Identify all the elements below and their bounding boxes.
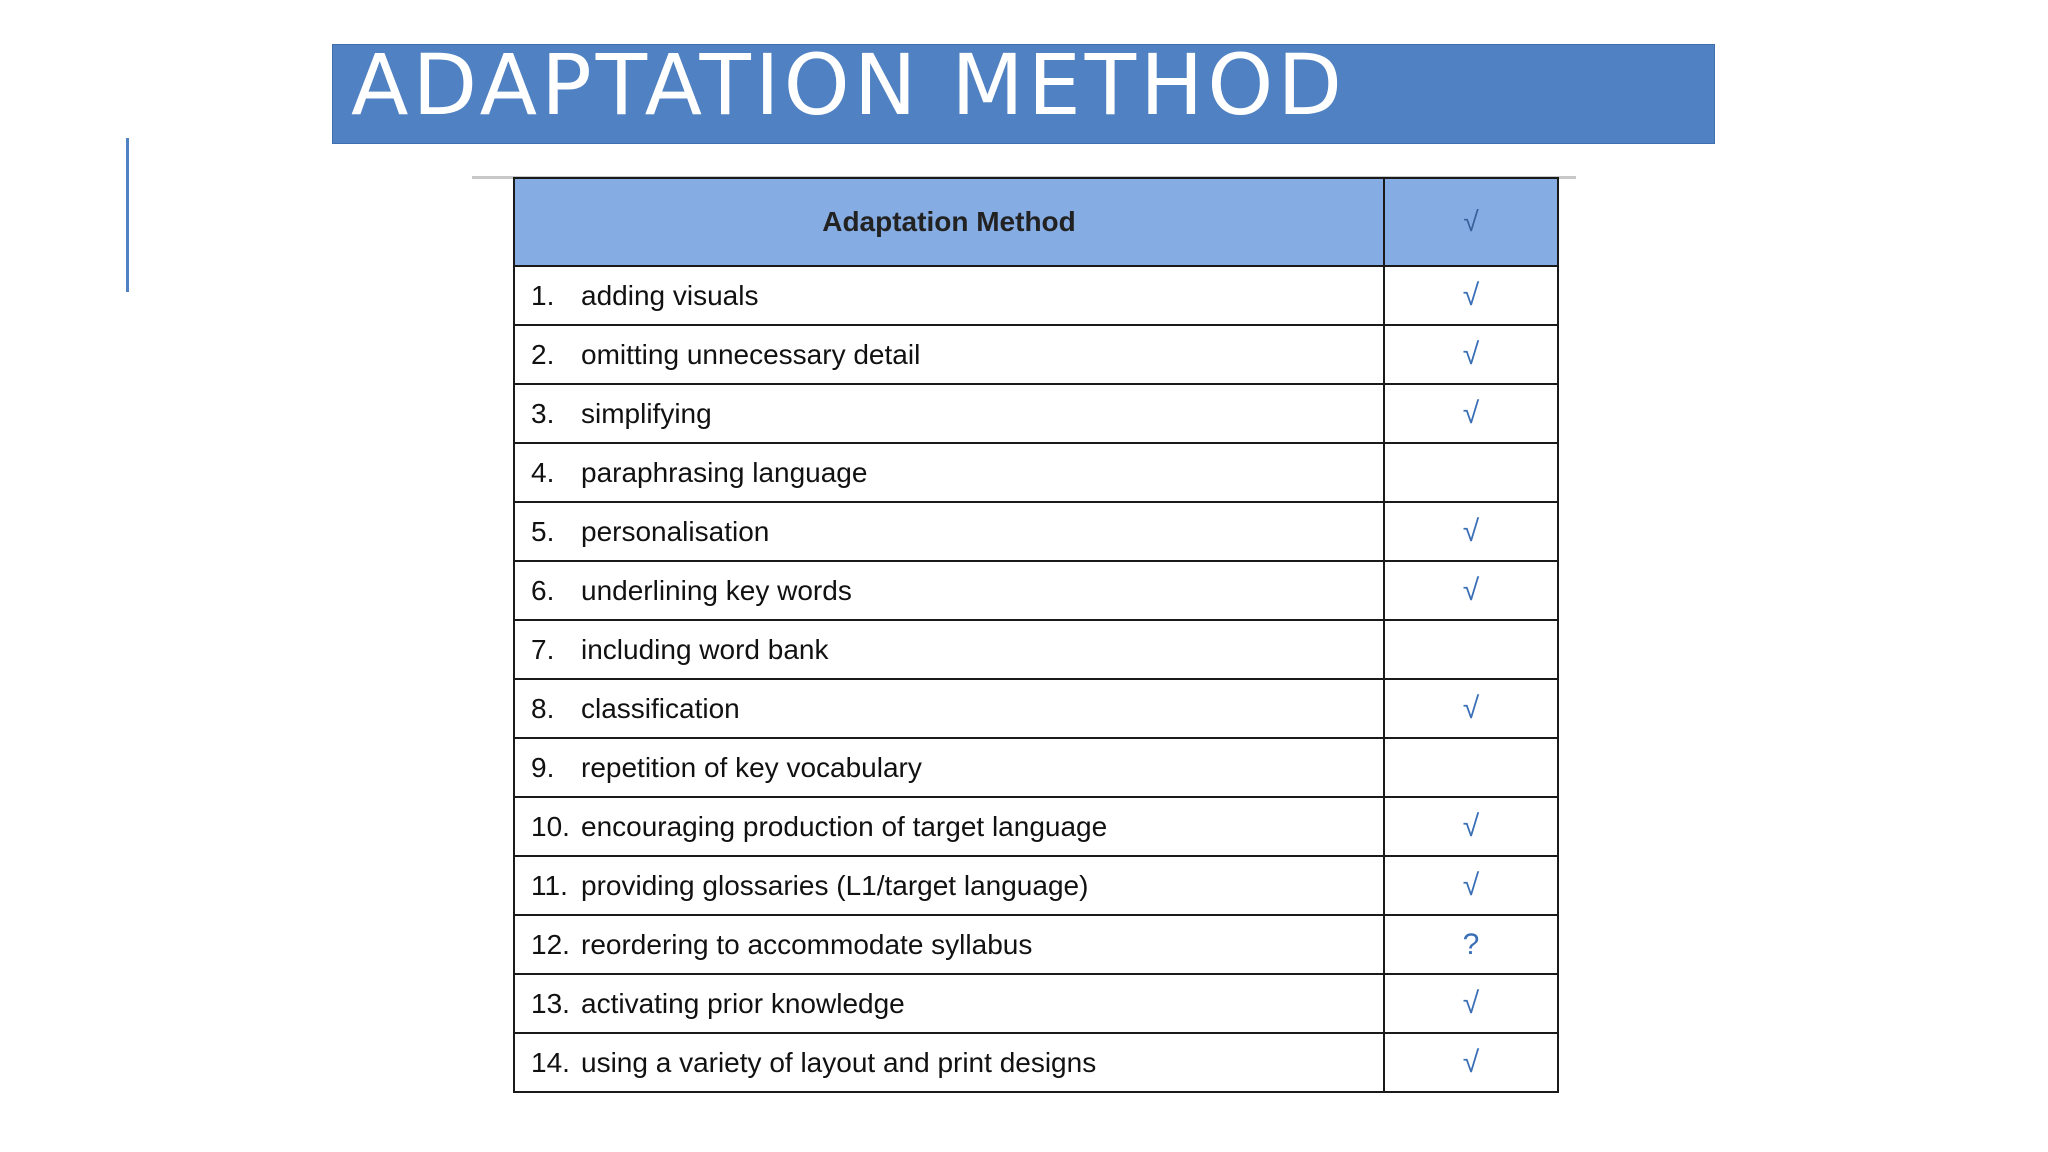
- table-row: [514, 266, 1558, 325]
- table-row: [514, 561, 1558, 620]
- check-cell: √: [1384, 502, 1558, 561]
- method-cell: [514, 502, 1384, 561]
- check-cell: √: [1384, 561, 1558, 620]
- table-row: [514, 384, 1558, 443]
- method-label: personalisation: [581, 515, 770, 547]
- method-cell: [514, 679, 1384, 738]
- method-cell: [514, 1033, 1384, 1092]
- method-label: adding visuals: [581, 279, 759, 311]
- table-row: [514, 915, 1558, 974]
- row-number: 9.: [531, 751, 555, 783]
- method-cell: [514, 856, 1384, 915]
- table-row: [514, 797, 1558, 856]
- row-number: 3.: [531, 397, 555, 429]
- row-number: 12.: [531, 928, 570, 960]
- check-cell: √: [1384, 974, 1558, 1033]
- table-row: [514, 738, 1558, 797]
- method-cell: [514, 620, 1384, 679]
- row-number: 14.: [531, 1046, 570, 1078]
- check-cell: √: [1384, 1033, 1558, 1092]
- table-row: [514, 974, 1558, 1033]
- table-row: [514, 325, 1558, 384]
- method-label: classification: [581, 692, 740, 724]
- check-cell: [1384, 620, 1558, 679]
- table-row: [514, 620, 1558, 679]
- slide-title-bar: [332, 36, 1715, 144]
- method-cell: [514, 738, 1384, 797]
- method-cell: [514, 974, 1384, 1033]
- row-number: 2.: [531, 338, 555, 370]
- table-row: [514, 856, 1558, 915]
- row-number: 8.: [531, 692, 555, 724]
- method-cell: [514, 266, 1384, 325]
- method-cell: [514, 384, 1384, 443]
- check-cell: √: [1384, 797, 1558, 856]
- check-cell: √: [1384, 679, 1558, 738]
- adaptation-method-table: [513, 177, 1559, 1093]
- method-cell: [514, 325, 1384, 384]
- table-row: [514, 1033, 1558, 1092]
- table-row: [514, 502, 1558, 561]
- row-number: 1.: [531, 279, 555, 311]
- row-number: 11.: [531, 869, 568, 901]
- check-cell: √: [1384, 266, 1558, 325]
- method-label: omitting unnecessary detail: [581, 338, 921, 370]
- method-cell: [514, 915, 1384, 974]
- check-cell: ?: [1384, 915, 1558, 974]
- check-cell: √: [1384, 325, 1558, 384]
- method-label: simplifying: [581, 397, 712, 429]
- row-number: 10.: [531, 810, 570, 842]
- method-label: reordering to accommodate syllabus: [581, 928, 1033, 960]
- check-cell: [1384, 738, 1558, 797]
- header-check: √: [1384, 178, 1558, 266]
- method-label: paraphrasing language: [581, 456, 868, 488]
- method-label: underlining key words: [581, 574, 852, 606]
- method-label: activating prior knowledge: [581, 987, 905, 1019]
- row-number: 13.: [531, 987, 570, 1019]
- check-cell: [1384, 443, 1558, 502]
- method-cell: [514, 443, 1384, 502]
- row-number: 4.: [531, 456, 555, 488]
- table-row: [514, 679, 1558, 738]
- method-cell: [514, 797, 1384, 856]
- accent-line: [126, 138, 129, 292]
- method-label: including word bank: [581, 633, 829, 665]
- method-label: providing glossaries (L1/target language): [581, 869, 1089, 901]
- row-number: 7.: [531, 633, 555, 665]
- header-method: Adaptation Method: [514, 178, 1384, 266]
- method-label: using a variety of layout and print designs: [581, 1046, 1097, 1078]
- slide-title: ADAPTATION METHOD: [351, 36, 1347, 134]
- row-number: 5.: [531, 515, 555, 547]
- check-cell: √: [1384, 384, 1558, 443]
- check-cell: √: [1384, 856, 1558, 915]
- table-row: [514, 443, 1558, 502]
- method-label: repetition of key vocabulary: [581, 751, 922, 783]
- method-label: encouraging production of target language: [581, 810, 1108, 842]
- row-number: 6.: [531, 574, 555, 606]
- table-header-row: [514, 178, 1558, 266]
- method-cell: [514, 561, 1384, 620]
